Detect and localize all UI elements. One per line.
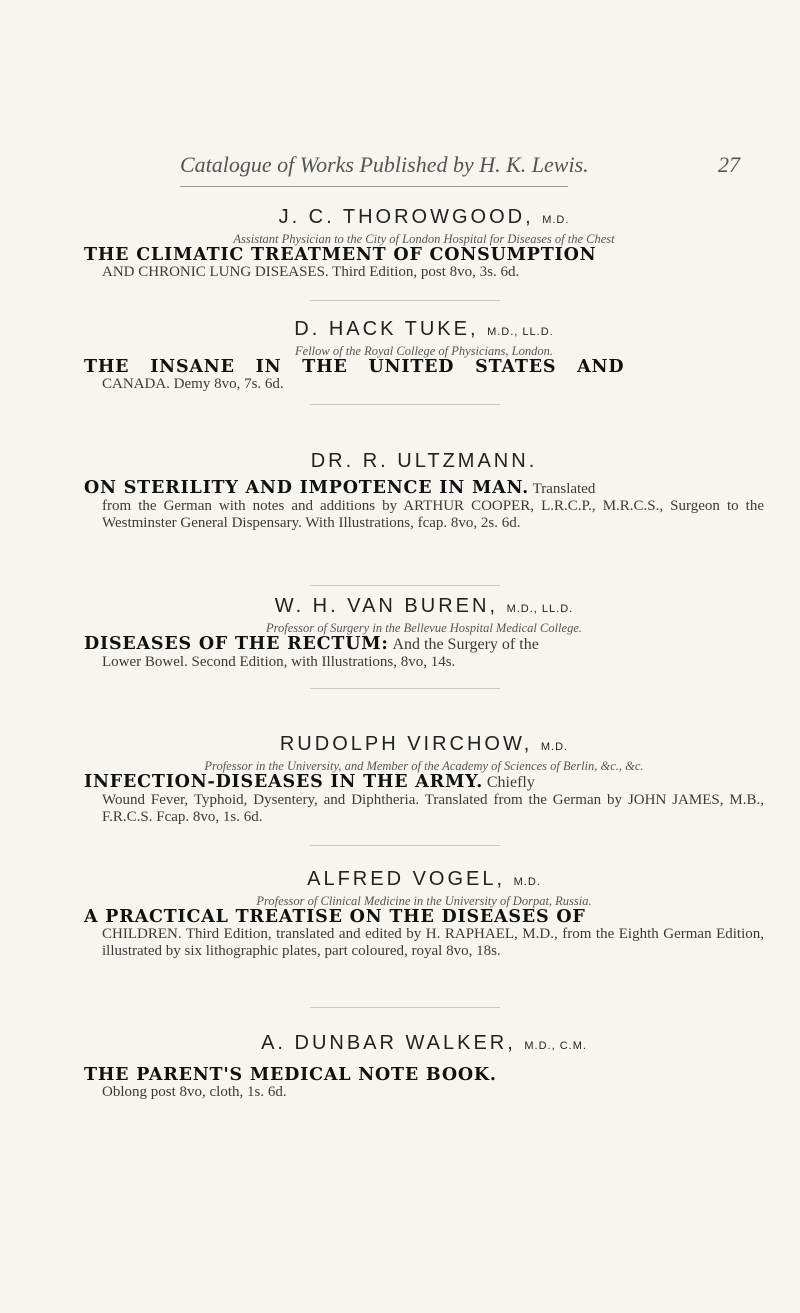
entry-divider — [310, 688, 500, 689]
book-entry — [84, 247, 764, 281]
catalogue-entry-thorowgood — [84, 206, 764, 281]
entry-divider — [310, 845, 500, 846]
book-description: CHILDREN. Third Edition, translated and edited by H. RAPHAEL, M.D., from the Eighth German Edition, illustrated by six lithographic plates, part coloured, royal 8vo, 18s. — [102, 926, 764, 959]
book-entry — [84, 636, 764, 671]
entry-divider — [310, 404, 500, 405]
author-name: D. HACK TUKE, M.D., LL.D. — [294, 318, 554, 340]
author-name: W. H. VAN BUREN, M.D., LL.D. — [274, 595, 574, 617]
author-degrees: M.D. — [513, 876, 541, 888]
book-description: from the German with notes and additions by ARTHUR COOPER, L.R.C.P., M.R.C.S., Surgeon to the Westminster General Dispensary. With Illustrations, fcap. 8vo, 2s. 6d. — [102, 498, 764, 531]
running-head — [180, 152, 740, 178]
author-name: DR. R. ULTZMANN. — [310, 450, 538, 472]
book-entry — [84, 909, 764, 960]
header-rule — [180, 186, 568, 187]
author-position: Fellow of the Royal College of Physicians, London. — [295, 344, 553, 358]
entry-divider — [310, 1007, 500, 1008]
author-name: A. DUNBAR WALKER, M.D., C.M. — [261, 1032, 587, 1054]
book-entry — [84, 480, 764, 532]
catalogue-entry-vogel — [84, 868, 764, 960]
page-number: 27 — [718, 152, 740, 177]
book-title: ON STERILITY AND IMPOTENCE IN MAN. — [84, 478, 530, 498]
author-position: Professor in the University, and Member of the Academy of Sciences of Berlin, &c., &c. — [204, 759, 644, 773]
book-description: CANADA. Demy 8vo, 7s. 6d. — [102, 376, 284, 392]
book-title: THE PARENT'S MEDICAL NOTE BOOK. — [84, 1065, 497, 1085]
book-entry — [84, 359, 764, 393]
book-title: THE INSANE IN THE UNITED STATES AND — [84, 357, 625, 377]
author-name: RUDOLPH VIRCHOW, M.D. — [279, 733, 569, 755]
book-title: A PRACTICAL TREATISE ON THE DISEASES OF — [84, 907, 586, 927]
author-position: Assistant Physician to the City of London Hospital for Diseases of the Chest — [233, 232, 615, 246]
entry-divider — [310, 300, 500, 301]
book-entry — [84, 1067, 764, 1101]
author-degrees: M.D., LL.D. — [506, 603, 574, 615]
book-entry — [84, 774, 764, 826]
book-description-inline: Chiefly — [486, 774, 535, 791]
author-degrees: M.D., C.M. — [524, 1040, 587, 1052]
author-degrees: M.D. — [540, 741, 569, 753]
entry-divider — [310, 585, 500, 586]
catalogue-entry-van-buren — [84, 595, 764, 671]
author-position: Professor of Clinical Medicine in the University of Dorpat, Russia. — [256, 894, 592, 908]
catalogue-entry-walker — [84, 1032, 764, 1101]
author-degrees: M.D., LL.D. — [487, 326, 554, 338]
book-title: INFECTION-DISEASES IN THE ARMY. — [84, 772, 484, 792]
book-description: Wound Fever, Typhoid, Dysentery, and Diphtheria. Translated from the German by JOHN JAMES, M.B., F.R.C.S. Fcap. 8vo, 1s. 6d. — [102, 792, 764, 825]
book-title: DISEASES OF THE RECTUM: — [84, 634, 389, 654]
author-position: Professor of Surgery in the Bellevue Hospital Medical College. — [265, 621, 583, 635]
book-title: THE CLIMATIC TREATMENT OF CONSUMPTION — [84, 245, 597, 265]
running-head-title: Catalogue of Works Published by H. K. Lewis. — [180, 152, 589, 177]
book-description-inline: And the Surgery of the — [392, 636, 539, 653]
book-description: Oblong post 8vo, cloth, 1s. 6d. — [102, 1084, 287, 1100]
author-name: ALFRED VOGEL, M.D. — [307, 868, 541, 890]
book-description: AND CHRONIC LUNG DISEASES. Third Edition, post 8vo, 3s. 6d. — [102, 264, 520, 280]
book-description-inline: Translated — [532, 481, 596, 497]
author-degrees: M.D. — [542, 214, 570, 226]
catalogue-entry-virchow — [84, 733, 764, 826]
catalogue-entry-tuke — [84, 318, 764, 393]
author-name: J. C. THOROWGOOD, M.D. — [278, 206, 570, 228]
book-description: Lower Bowel. Second Edition, with Illustrations, 8vo, 14s. — [102, 654, 456, 670]
catalogue-entry-ultzmann — [84, 450, 764, 532]
